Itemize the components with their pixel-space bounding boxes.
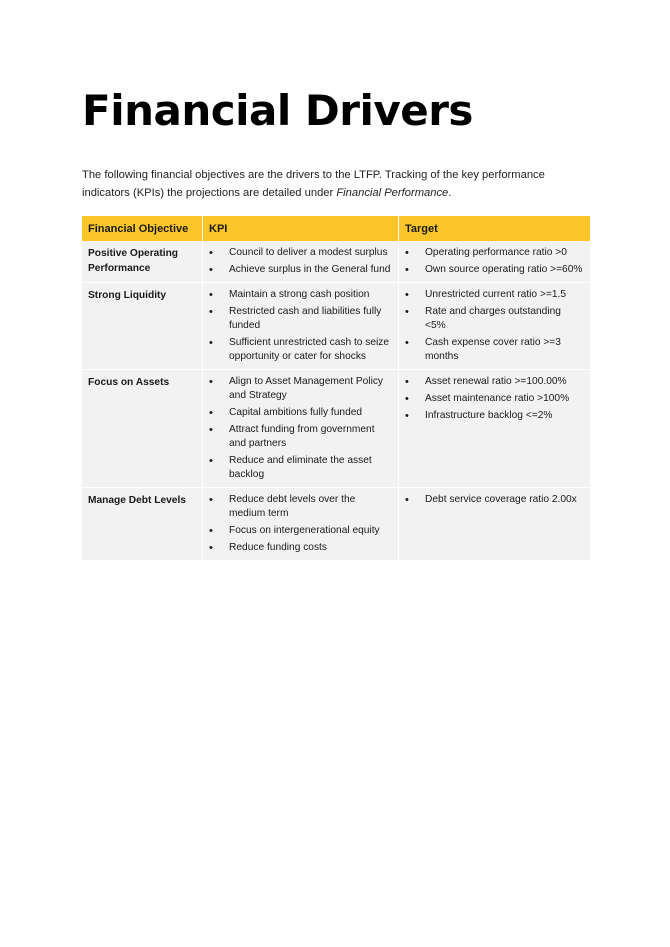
kpi-cell (203, 283, 399, 370)
financial-drivers-table (82, 216, 590, 561)
target-list (405, 493, 584, 507)
kpi-list (209, 375, 392, 482)
kpi-cell (203, 488, 399, 561)
list-item: • Reduce funding costs (209, 541, 392, 555)
intro-paragraph (82, 166, 582, 202)
kpi-cell (203, 370, 399, 488)
objective-cell: Focus on Assets (82, 370, 203, 488)
target-cell (399, 241, 591, 283)
kpi-list (209, 246, 392, 277)
header-target: Target (399, 216, 591, 241)
intro-emphasis: Financial Performance (336, 187, 449, 199)
intro-text: The following financial objectives are the drivers to the LTFP. Tracking of the key performance indicators (KPIs) the projections are detailed under (82, 169, 545, 199)
table-row (82, 283, 590, 370)
header-financial-objective: Financial Objective (82, 216, 203, 241)
list-item: • Sufficient unrestricted cash to seize opportunity or cater for shocks (209, 336, 392, 364)
kpi-list (209, 493, 392, 555)
list-item: • Reduce debt levels over the medium term (209, 493, 392, 521)
list-item: • Asset renewal ratio >=100.00% (405, 375, 584, 389)
list-item: • Own source operating ratio >=60% (405, 263, 584, 277)
objective-cell: Positive Operating Performance (82, 241, 203, 283)
list-item: • Council to deliver a modest surplus (209, 246, 392, 260)
page-title: Financial Drivers (82, 86, 473, 135)
list-item: • Focus on intergenerational equity (209, 524, 392, 538)
kpi-cell (203, 241, 399, 283)
list-item: • Align to Asset Management Policy and Strategy (209, 375, 392, 403)
target-list (405, 375, 584, 423)
target-cell (399, 488, 591, 561)
kpi-list (209, 288, 392, 364)
target-list (405, 246, 584, 277)
table-header-row (82, 216, 590, 241)
list-item: • Reduce and eliminate the asset backlog (209, 454, 392, 482)
table-row (82, 488, 590, 561)
list-item: • Restricted cash and liabilities fully funded (209, 305, 392, 333)
list-item: • Capital ambitions fully funded (209, 406, 392, 420)
list-item: • Cash expense cover ratio >=3 months (405, 336, 584, 364)
target-cell (399, 283, 591, 370)
list-item: • Debt service coverage ratio 2.00x (405, 493, 584, 507)
list-item: • Operating performance ratio >0 (405, 246, 584, 260)
list-item: • Maintain a strong cash position (209, 288, 392, 302)
list-item: • Attract funding from government and partners (209, 423, 392, 451)
target-cell (399, 370, 591, 488)
list-item: • Unrestricted current ratio >=1.5 (405, 288, 584, 302)
objective-cell: Manage Debt Levels (82, 488, 203, 561)
list-item: • Infrastructure backlog <=2% (405, 409, 584, 423)
table-row (82, 241, 590, 283)
table-row (82, 370, 590, 488)
list-item: • Asset maintenance ratio >100% (405, 392, 584, 406)
list-item: • Achieve surplus in the General fund (209, 263, 392, 277)
objective-cell: Strong Liquidity (82, 283, 203, 370)
intro-end: . (448, 187, 452, 199)
target-list (405, 288, 584, 364)
list-item: • Rate and charges outstanding <5% (405, 305, 584, 333)
header-kpi: KPI (203, 216, 399, 241)
